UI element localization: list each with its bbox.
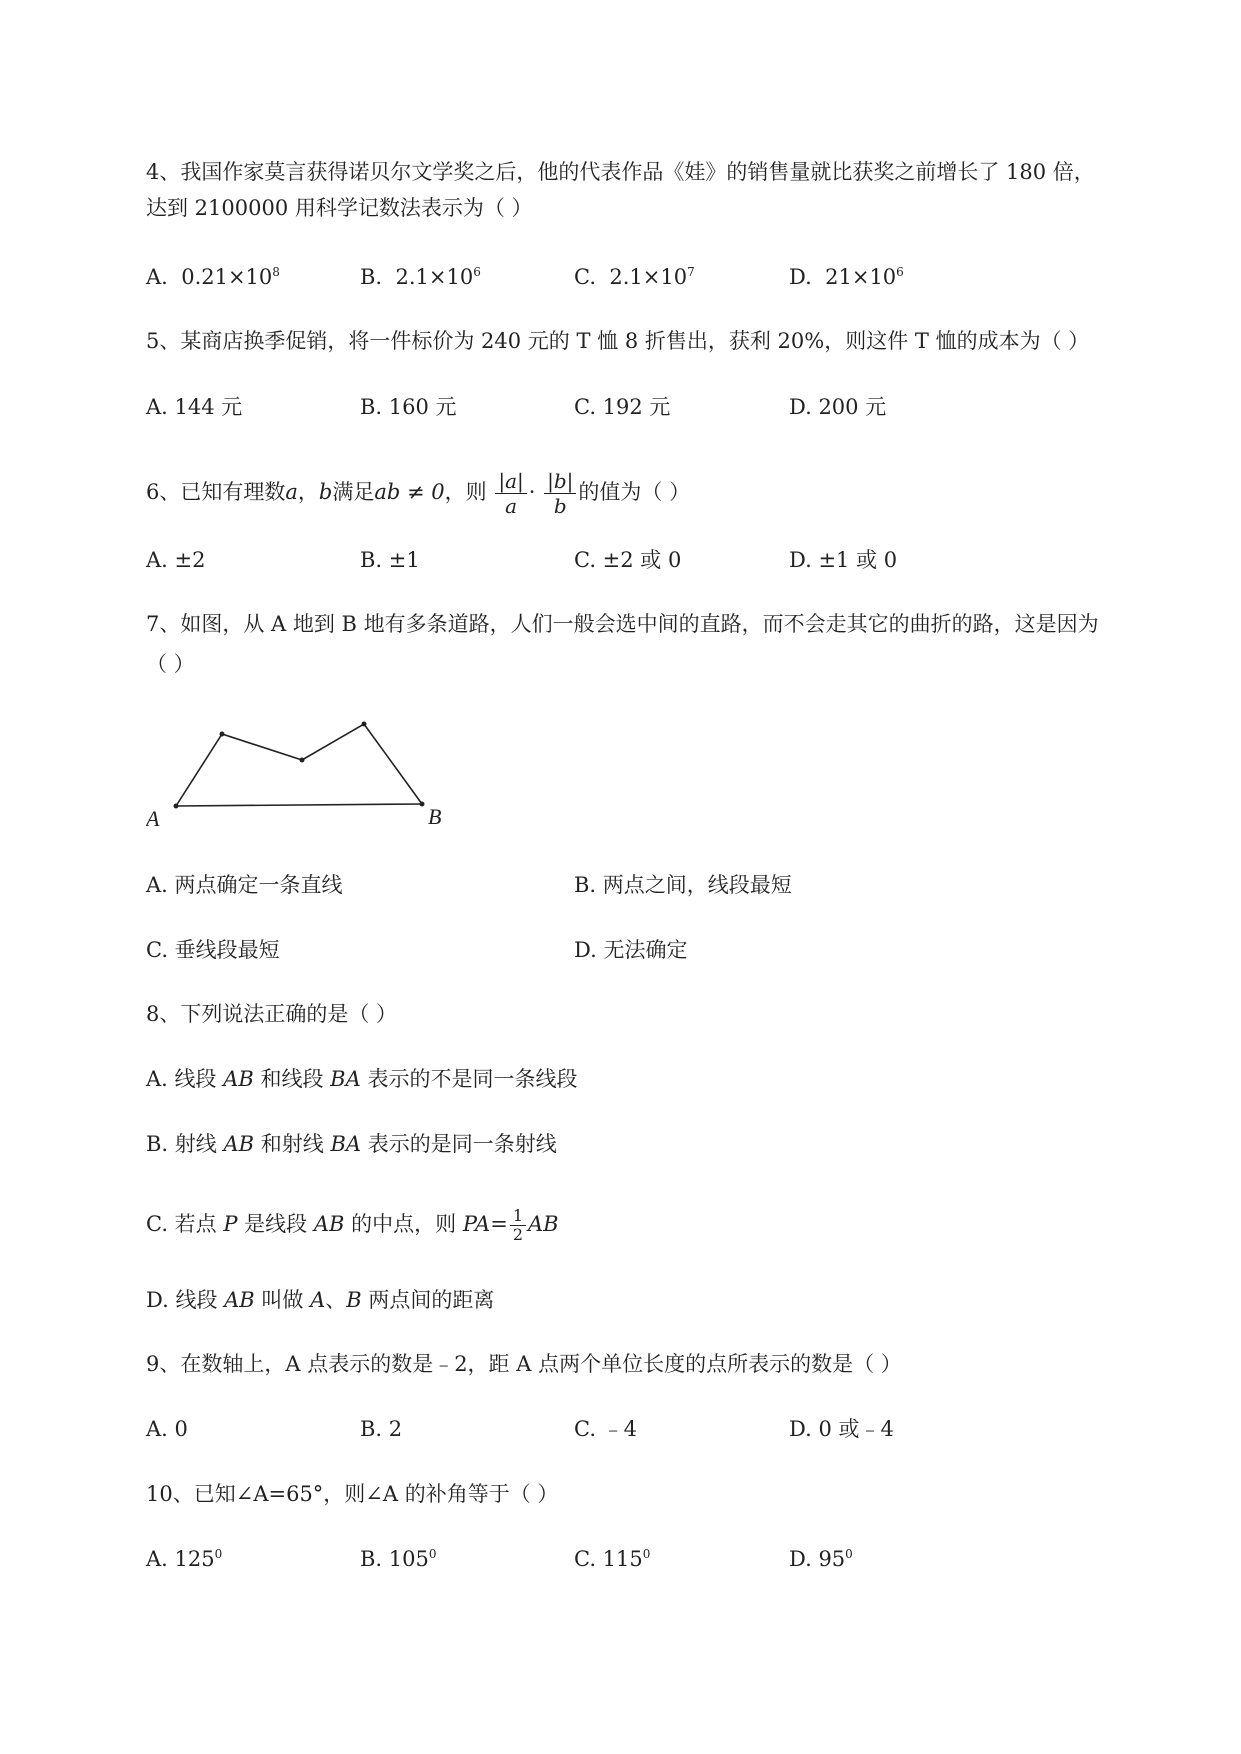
- q4-option-c: C. $2.1\times 10^7$: [574, 265, 695, 289]
- q5-text: 5、某商店换季促销，将一件标价为 240 元的 T 恤 8 折售出，获利 20%，则这件 T 恤的成本为（ ）: [146, 329, 1090, 353]
- q10-option-c: C. $115^0$: [574, 1547, 651, 1571]
- q6-option-b: B. ±1: [360, 548, 420, 572]
- q7-route-figure: [146, 712, 466, 832]
- q8-option-a: A. 线段 AB 和线段 BA 表示的不是同一条线段: [146, 1067, 578, 1091]
- q4-option-d: D. $21\times 10^6$: [789, 265, 904, 289]
- q7-text-line1: 7、如图，从 A 地到 B 地有多条道路，人们一般会选中间的直路，而不会走其它的曲折的路，这是因为: [146, 612, 1099, 636]
- q7-option-b: B. 两点之间，线段最短: [574, 873, 792, 897]
- q9-option-a: A. 0: [146, 1417, 188, 1441]
- q5-option-a: A. 144 元: [146, 395, 243, 419]
- q10-option-a: A. $125^0$: [146, 1547, 223, 1571]
- point-a-dot: [174, 804, 179, 809]
- q8-text: 8、下列说法正确的是（ ）: [146, 1002, 398, 1026]
- q4-text-line2: 达到 2100000 用科学记数法表示为（ ）: [146, 196, 533, 220]
- q4-option-a: A. $0.21\times 10^8$: [146, 265, 280, 289]
- q7-option-d: D. 无法确定: [574, 938, 688, 962]
- q9-text: 9、在数轴上，A 点表示的数是﹣2，距 A 点两个单位长度的点所表示的数是（ ）: [146, 1352, 902, 1376]
- q10-option-d: D. $95^0$: [789, 1547, 853, 1571]
- q6-text: 6、已知有理数a，b满足ab ≠ 0，则 $\frac{|a|}{a}$ · $\frac{|b|}{b}$ 的值为（ ）: [146, 469, 691, 518]
- q10-option-b: B. $105^0$: [360, 1547, 437, 1571]
- route-vertex: [300, 758, 305, 763]
- q6-option-c: C. ±2 或 0: [574, 548, 682, 572]
- q8-fraction-half: $\frac{1}{2}$: [510, 1207, 526, 1244]
- straight-route: [176, 804, 422, 806]
- q6-fraction-a: $\frac{|a|}{a}$: [495, 469, 526, 518]
- q6-option-d: D. ±1 或 0: [789, 548, 898, 572]
- point-b-dot: [420, 802, 425, 807]
- q4-text-line1: 4、我国作家莫言获得诺贝尔文学奖之后，他的代表作品《娃》的销售量就比获奖之前增长了 180 倍，: [146, 160, 1095, 184]
- q5-option-d: D. 200 元: [789, 395, 887, 419]
- q8-option-b: B. 射线 AB 和射线 BA 表示的是同一条射线: [146, 1132, 557, 1156]
- q10-text: 10、已知∠A=65°，则∠A 的补角等于（ ）: [146, 1482, 559, 1506]
- q6-fraction-b: $\frac{|b|}{b}$: [544, 469, 576, 518]
- q7-option-a: A. 两点确定一条直线: [146, 873, 343, 897]
- q6-option-a: A. ±2: [146, 548, 206, 572]
- q9-option-b: B. 2: [360, 1417, 403, 1441]
- q5-option-c: C. 192 元: [574, 395, 671, 419]
- q7-text-line2: （ ）: [146, 652, 195, 676]
- label-a: A: [146, 806, 160, 831]
- curved-route: [176, 724, 422, 806]
- q8-option-d: D. 线段 AB 叫做 A、B 两点间的距离: [146, 1288, 495, 1312]
- q9-option-d: D. 0 或﹣4: [789, 1417, 894, 1441]
- q7-option-c: C. 垂线段最短: [146, 938, 280, 962]
- q5-option-b: B. 160 元: [360, 395, 457, 419]
- route-vertex: [220, 732, 225, 737]
- q8-option-c: C. 若点 P 是线段 AB 的中点，则 PA= $\frac{1}{2}$ AB: [146, 1206, 559, 1244]
- q9-option-c: C. ﹣4: [574, 1417, 638, 1441]
- label-b: B: [428, 804, 442, 829]
- q4-option-b: B. $2.1\times 10^6$: [360, 265, 481, 289]
- route-vertex: [362, 722, 367, 727]
